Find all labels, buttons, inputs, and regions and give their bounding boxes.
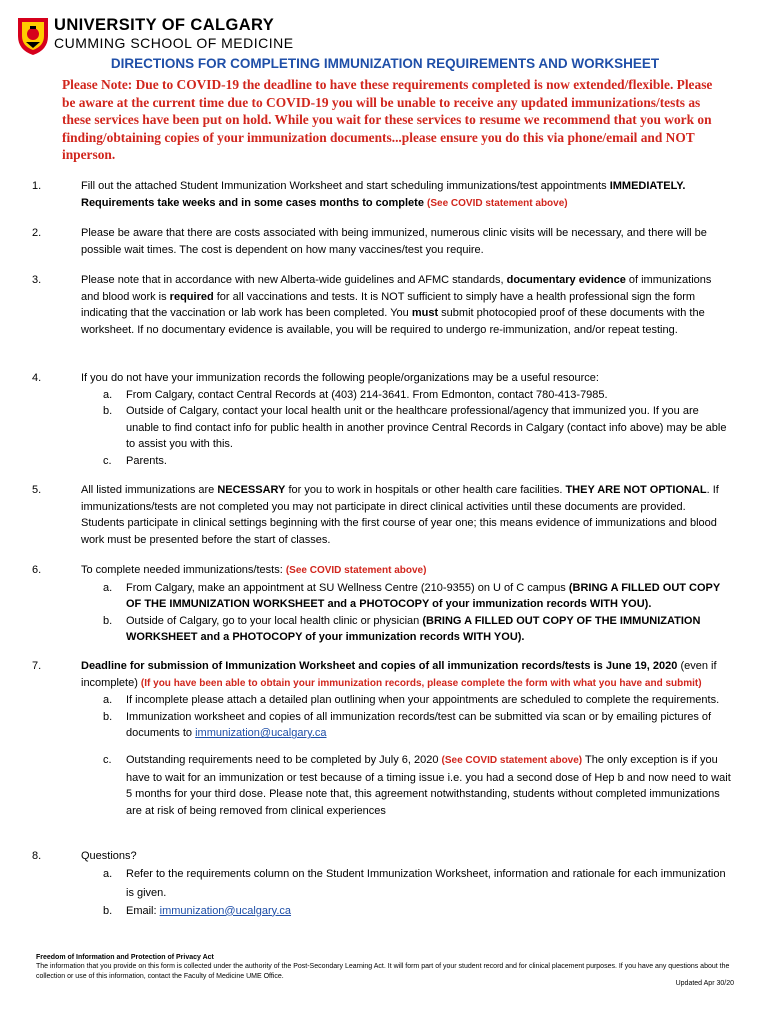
sub-letter: a. [103, 388, 113, 401]
submit-note: (If you have been able to obtain your immunization records, please complete the form with what you have and submit) [140, 677, 702, 689]
sub-item-b [81, 709, 732, 742]
item-number: 5. [32, 484, 42, 496]
item-text: . If immunizations/tests are not completed you may not participate in direct clinical activities until these documents are provided. Students participate in clinical settings beginning with the first course of year one; this means evidence of immunizations and blood work must be presented before the start of classes. [81, 484, 719, 546]
sub-letter: a. [103, 867, 113, 880]
footer-text: The information that you provide on this form is collected under the authority of the Post-Secondary Learning Act. It will form part of your student record and for clinical placement purposes. If you have any questions about the collection or use of this information, contact the Faculty of Medicine UME Office. [36, 963, 730, 980]
sub-letter: b. [103, 904, 113, 917]
item-text: of immunizations and blood work is [81, 274, 712, 303]
sub-item-text: Refer to the requirements column on the Student Immunization Worksheet, information and rationale for each immunization is given. [126, 867, 726, 899]
updated-date: Updated Apr 30/20 [675, 980, 734, 987]
sub-letter: a. [103, 694, 113, 707]
school-name: CUMMING SCHOOL OF MEDICINE [54, 35, 294, 51]
sub-item-b [81, 903, 732, 920]
sub-item-text: Email: [126, 904, 160, 917]
sub-item-c [81, 453, 732, 470]
item-number: 6. [32, 564, 42, 576]
item-text: for you to work in hospitals or other health care facilities. [285, 484, 566, 496]
sub-item-bold-text: (BRING A FILLED OUT COPY OF THE IMMUNIZATION WORKSHEET and a PHOTOCOPY of your immunization records WITH YOU). [126, 614, 701, 644]
item-text: To complete needed immunizations/tests: [81, 564, 286, 576]
sub-letter: b. [103, 614, 113, 627]
university-crest-logo [16, 14, 50, 56]
sub-item-text: From Calgary, make an appointment at SU Wellness Centre (210-9355) on U of C campus [126, 581, 569, 594]
sub-item-text: Outside of Calgary, contact your local health unit or the healthcare professional/agency that immunized you. If you are unable to find contact info for public health in another province Central Records in Calgary (contact info above) may be able to assist you with this. [126, 405, 727, 451]
covid-statement-tag: (See COVID statement above) [441, 754, 583, 766]
sub-letter: b. [103, 710, 113, 723]
university-name: UNIVERSITY OF CALGARY [54, 16, 275, 34]
list-item-5 [32, 482, 732, 548]
item-text: submit photocopied proof of these documents with the worksheet. If no documentary evidence is available, you will be required to undergo re-immunization, and/or repeat testing. [81, 307, 705, 336]
sub-item-text: If incomplete please attach a detailed plan outlining when your appointments are scheduled to complete the requirements. [126, 694, 720, 707]
covid-statement-tag: (See COVID statement above) [285, 565, 427, 576]
item-text: If you do not have your immunization records the following people/organizations may be a useful resource: [81, 372, 599, 384]
document-title: DIRECTIONS FOR COMPLETING IMMUNIZATION REQUIREMENTS AND WORKSHEET [110, 56, 660, 71]
item-number: 2. [32, 227, 42, 239]
item-bold-text: must [411, 307, 439, 320]
sub-item-a [81, 692, 732, 709]
sub-letter: c. [103, 454, 112, 467]
item-text: for all vaccinations and tests. It is NOT sufficient to simply have a health professional sign the form indicating that the vaccination or lab work has been completed. You [81, 290, 696, 320]
item-text: All listed immunizations are [81, 484, 218, 496]
sub-item-a [81, 865, 732, 903]
sub-item-text: Immunization worksheet and copies of all immunization records/test can be submitted via scan or by emailing pictures of documents to [126, 710, 712, 740]
footer-heading: Freedom of Information and Protection of Privacy Act [36, 954, 214, 961]
item-text: Questions? [81, 850, 137, 862]
sub-item-text: The only exception is if you have to wait for an immunization or test because of a timing issue i.e. you had a second dose of Hep b and now need to wait 5 months for your third dose. Please note that, this agreement notwithstanding, students without completed immunizations are at risk of being removed from clinical experiences [126, 753, 731, 817]
sub-item-text: From Calgary, contact Central Records at (403) 214-3641. From Edmonton, contact 780-413-7985. [126, 388, 608, 401]
deadline-text: Deadline for submission of Immunization Worksheet and copies of all immunization records/tests is June 19, 2020 [81, 660, 678, 672]
item-text: Fill out the attached Student Immunization Worksheet and start scheduling immunizations/test appointments [81, 180, 610, 192]
item-bold-text: IMMEDIATELY. Requirements take weeks and in some cases months to complete [81, 180, 686, 209]
sub-item-text: Outstanding requirements need to be completed by July 6, 2020 [126, 753, 442, 766]
item-number: 7. [32, 660, 42, 672]
item-bold-text: required [169, 290, 214, 303]
list-item-4 [32, 370, 732, 470]
list-item-2 [32, 225, 732, 258]
sub-item-bold-text: (BRING A FILLED OUT COPY OF THE IMMUNIZATION WORKSHEET and a PHOTOCOPY of your immunization records WITH YOU). [126, 581, 721, 611]
sub-letter: c. [103, 753, 112, 766]
item-text: (even if incomplete) [81, 660, 717, 689]
list-item-8 [32, 848, 732, 919]
item-bold-text: documentary evidence [506, 274, 626, 286]
list-item-7 [32, 658, 732, 819]
item-bold-text: THEY ARE NOT OPTIONAL [565, 484, 707, 496]
sub-item-text: Outside of Calgary, go to your local health clinic or physician [126, 614, 423, 627]
sub-item-text: Parents. [126, 454, 167, 467]
sub-item-a [81, 580, 732, 613]
sub-letter: a. [103, 581, 113, 594]
covid-note: Please Note: Due to COVID-19 the deadline to have these requirements completed is now extended/flexible. Please be aware at the current time due to COVID-19 you will be unable to receive any updated immunizations/tests as these services have been put on hold. While you wait for these services to resume we recommend that you work on finding/obtaining copies of your immunization documents...please ensure you do this via phone/email and NOT inperson. [62, 77, 713, 162]
item-number: 8. [32, 850, 42, 862]
sub-item-a [81, 387, 732, 404]
privacy-footer [36, 953, 736, 981]
item-text: Please note that in accordance with new Alberta-wide guidelines and AFMC standards, [81, 274, 507, 286]
item-bold-text: NECESSARY [217, 484, 286, 496]
list-item-6 [32, 562, 732, 646]
item-number: 3. [32, 274, 42, 286]
sub-item-b [81, 403, 732, 453]
email-link[interactable]: immunization@ucalgary.ca [195, 727, 327, 740]
item-number: 4. [32, 372, 42, 384]
list-item-1 [32, 178, 732, 212]
sub-letter: b. [103, 405, 113, 418]
item-number: 1. [32, 180, 42, 192]
list-item-3 [32, 272, 732, 338]
email-link[interactable]: immunization@ucalgary.ca [159, 904, 292, 917]
item-text: Please be aware that there are costs associated with being immunized, numerous clinic visits will be necessary, and there will be possible wait times. The cost is dependent on how many vaccines/test you require. [81, 227, 707, 256]
covid-statement-tag: (See COVID statement above) [427, 197, 568, 209]
sub-item-b [81, 613, 732, 646]
sub-item-c [81, 752, 732, 819]
